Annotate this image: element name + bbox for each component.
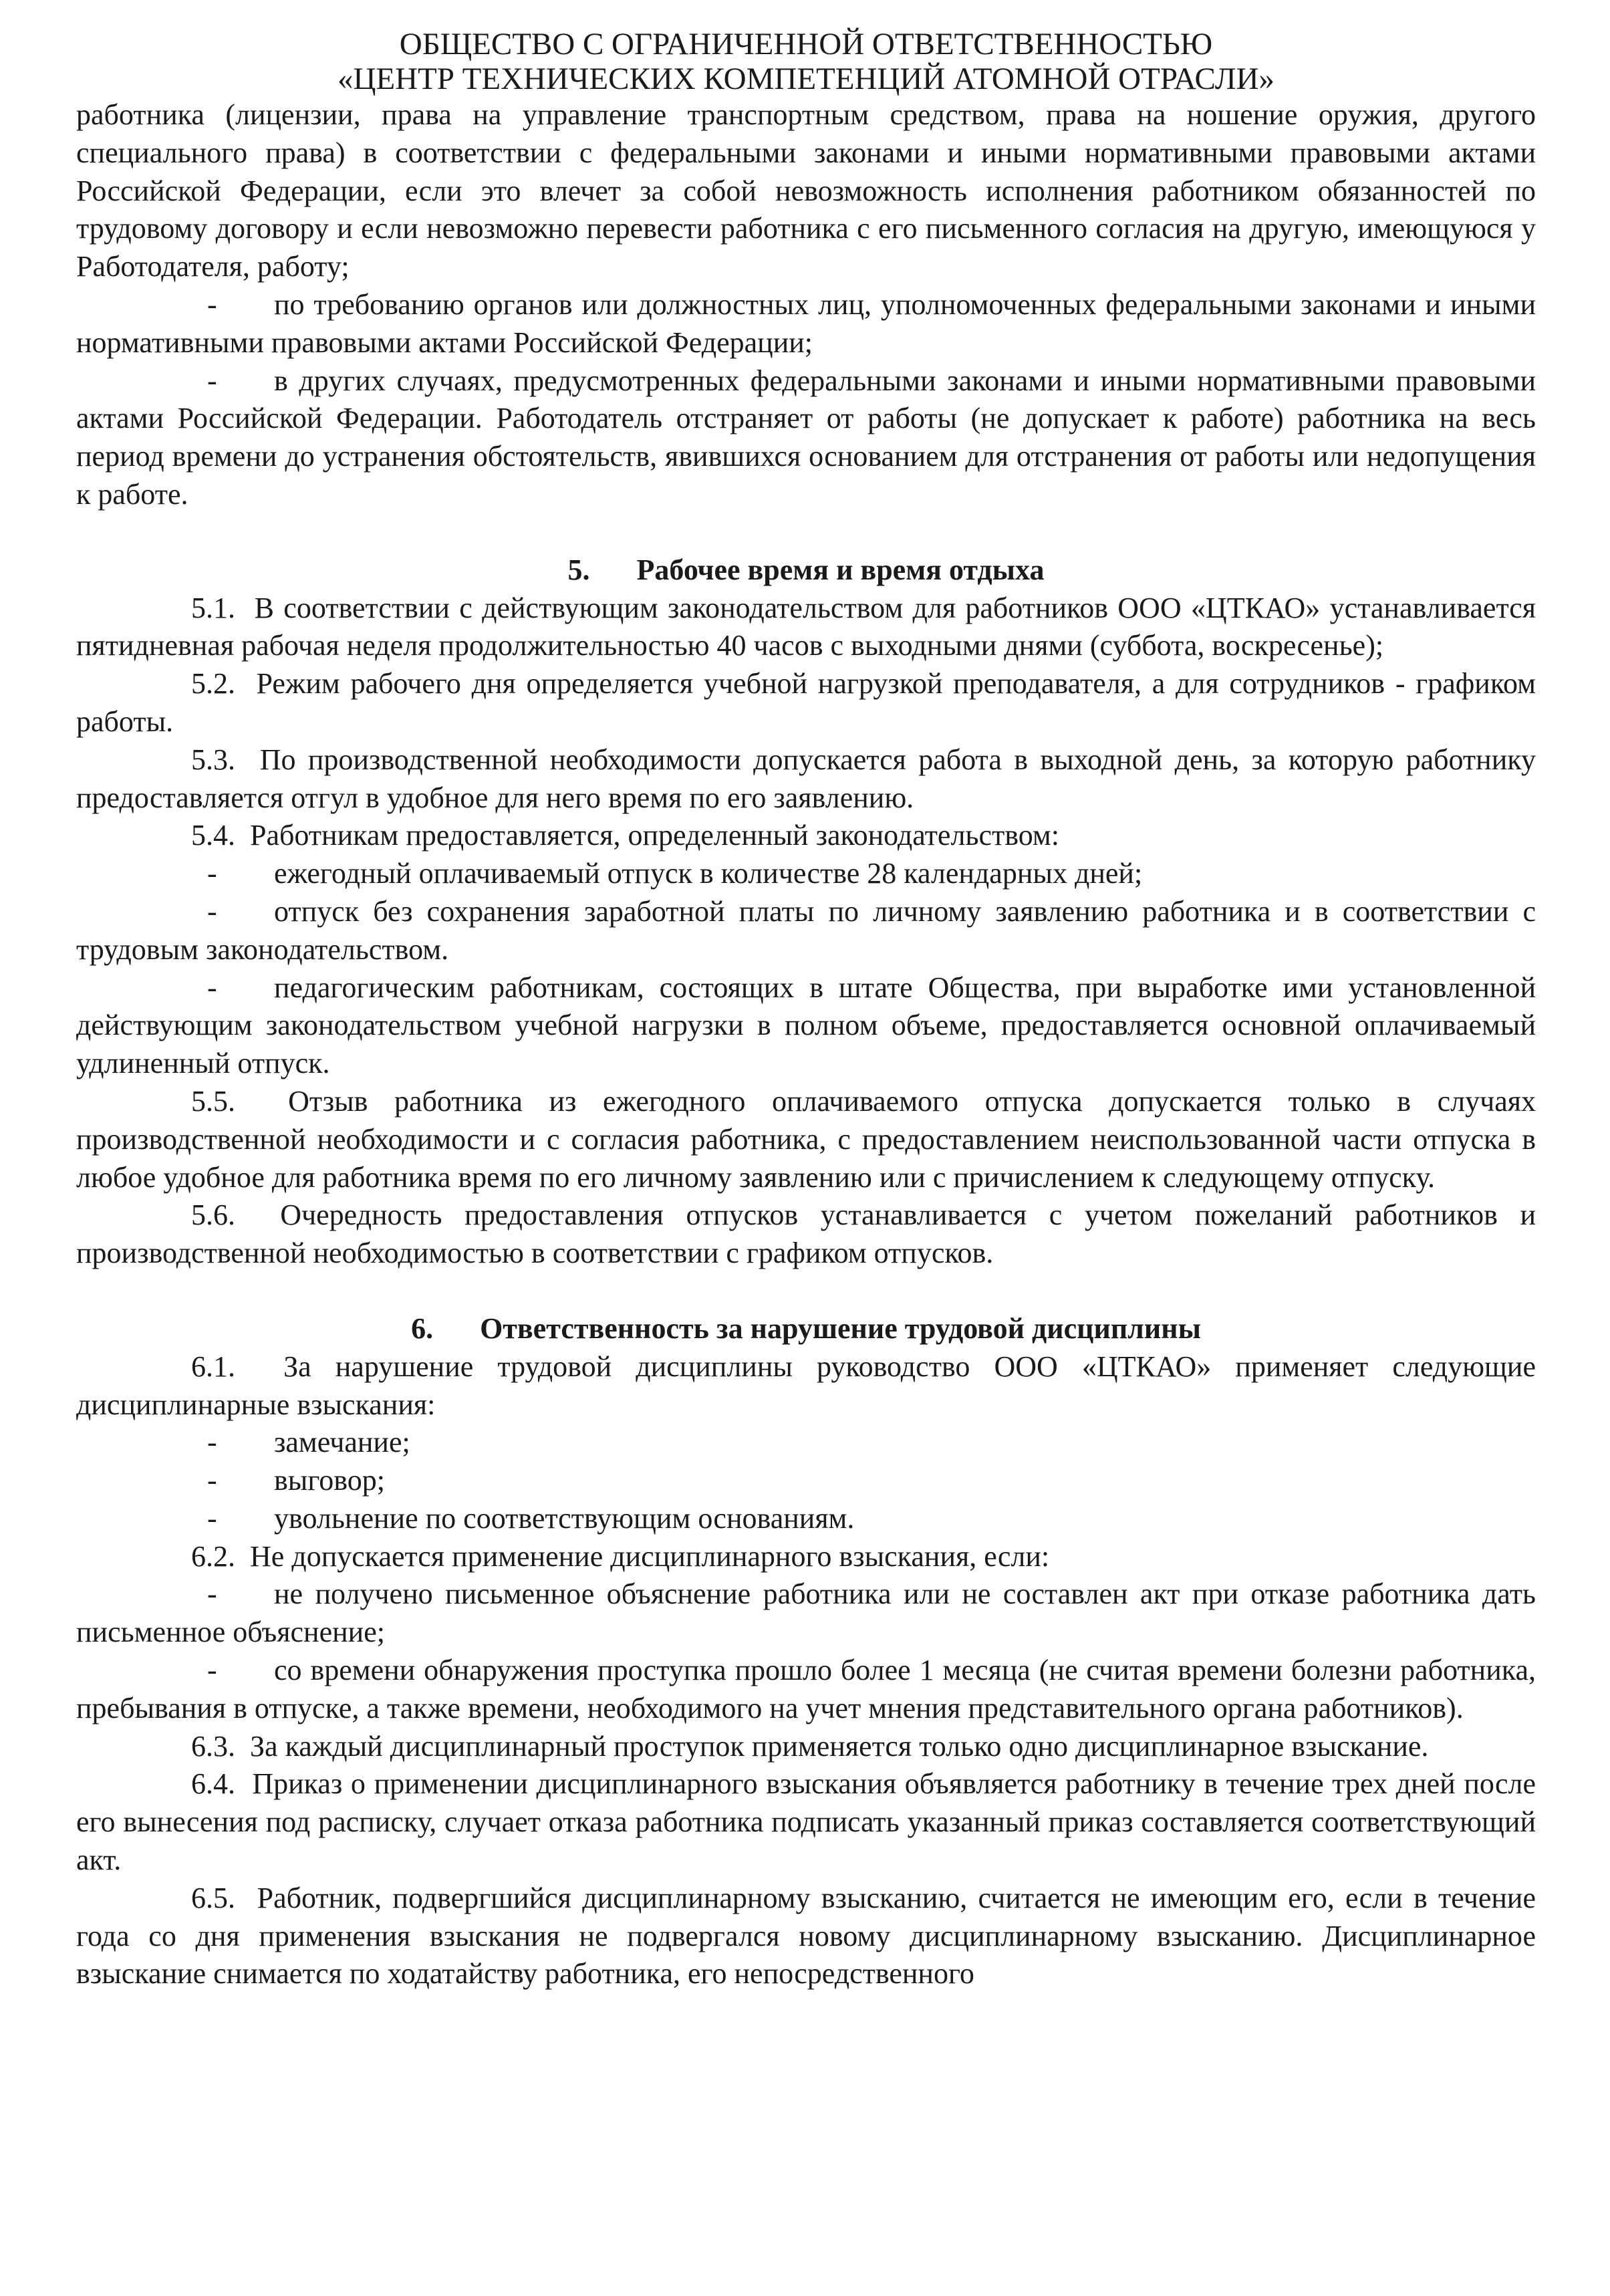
clause-6-5 bbox=[76, 1880, 1536, 1993]
list-item bbox=[76, 1575, 1536, 1652]
clause-number: 5.2. bbox=[191, 667, 235, 700]
clause-number: 5.6. bbox=[191, 1198, 235, 1232]
clause-text: Работник, подвергшийся дисциплинарному взысканию, считается не имеющим его, если в течение года со дня применения взыскания не подвергался новому дисциплинарному взысканию. Дисциплинарное взыскание снимается по ходатайству работника, его непосредственного bbox=[76, 1881, 1536, 1991]
section-5-title bbox=[76, 551, 1536, 590]
list-item bbox=[76, 1500, 1536, 1538]
list-item bbox=[76, 969, 1536, 1083]
list-item bbox=[76, 286, 1536, 362]
list-item-text: по требованию органов или должностных лиц, уполномоченных федеральными законами и иными нормативными правовыми актами Российской Федерации; bbox=[76, 287, 1536, 359]
dash-bullet: - bbox=[207, 1426, 217, 1459]
list-item-text: отпуск без сохранения заработной платы по личному заявлению работника и в соответствии с трудовым законодательством. bbox=[76, 894, 1536, 966]
clause-6-1 bbox=[76, 1348, 1536, 1424]
clause-5-3 bbox=[76, 741, 1536, 817]
section-title-text: Рабочее время и время отдыха bbox=[636, 553, 1045, 586]
dash-bullet: - bbox=[207, 364, 217, 397]
list-item bbox=[76, 1652, 1536, 1728]
list-item-text: не получено письменное объяснение работника или не составлен акт при отказе работника дать письменное объяснение; bbox=[76, 1577, 1536, 1649]
org-header-line-1: ОБЩЕСТВО С ОГРАНИЧЕННОЙ ОТВЕТСТВЕННОСТЬЮ bbox=[399, 27, 1213, 61]
list-item bbox=[76, 855, 1536, 893]
clause-5-4 bbox=[76, 817, 1536, 855]
section-number: 6. bbox=[411, 1311, 434, 1345]
list-item bbox=[76, 362, 1536, 514]
continuation-paragraph: работника (лицензии, права на управление транспортным средством, права на ношение оружия, другого специального права) в соответствии с федеральными законами и иными нормативными правовыми актами Российской Федерации, если это влечет за собой невозможность исполнения работником обязанностей по трудовому договору и если невозможно перевести работника с его письменного согласия на другую, имеющуюся у Работодателя, работу; bbox=[76, 98, 1536, 283]
clause-6-4 bbox=[76, 1765, 1536, 1879]
clause-5-5 bbox=[76, 1083, 1536, 1196]
document-page bbox=[76, 27, 1536, 1993]
clause-number: 6.5. bbox=[191, 1881, 235, 1914]
list-item-text: со времени обнаружения проступка прошло более 1 месяца (не считая времени болезни работника, пребывания в отпуске, а также времени, необходимого на учет мнения представительного органа работников). bbox=[76, 1654, 1536, 1725]
dash-bullet: - bbox=[207, 971, 217, 1004]
clause-6-3 bbox=[76, 1728, 1536, 1766]
dash-bullet: - bbox=[207, 1577, 217, 1611]
clause-text: Не допускается применение дисциплинарного взыскания, если: bbox=[250, 1539, 1050, 1573]
org-header-line-2: «ЦЕНТР ТЕХНИЧЕСКИХ КОМПЕТЕНЦИЙ АТОМНОЙ ОТРАСЛИ» bbox=[337, 61, 1275, 96]
clause-text: По производственной необходимости допускается работа в выходной день, за которую работнику предоставляется отгул в удобное для него время по его заявлению. bbox=[76, 743, 1536, 814]
clause-number: 5.4. bbox=[191, 819, 235, 852]
list-item-text: педагогическим работникам, состоящих в штате Общества, при выработке ими установленной действующим законодательством учебной нагрузки в полном объеме, предоставляется основной оплачиваемый удлиненный отпуск. bbox=[76, 971, 1536, 1080]
list-item-text: ежегодный оплачиваемый отпуск в количестве 28 календарных дней; bbox=[274, 857, 1143, 890]
clause-number: 6.2. bbox=[191, 1539, 235, 1573]
clause-text: За нарушение трудовой дисциплины руководство ООО «ЦТКАО» применяет следующие дисциплинарные взыскания: bbox=[76, 1350, 1536, 1421]
dash-bullet: - bbox=[207, 894, 217, 928]
clause-text: Режим рабочего дня определяется учебной нагрузкой преподавателя, а для сотрудников - графиком работы. bbox=[76, 667, 1536, 738]
clause-number: 5.3. bbox=[191, 743, 235, 776]
dash-bullet: - bbox=[207, 1464, 217, 1497]
dash-bullet: - bbox=[207, 1501, 217, 1535]
clause-number: 6.3. bbox=[191, 1729, 235, 1763]
clause-text: Отзыв работника из ежегодного оплачиваемого отпуска допускается только в случаях производственной необходимости и с согласия работника, с предоставлением неиспользованной части отпуска в любое удобное для работника время по его личному заявлению или с причислением к следующему отпуску. bbox=[76, 1084, 1536, 1194]
list-item-text: замечание; bbox=[274, 1426, 410, 1459]
clause-number: 6.1. bbox=[191, 1350, 235, 1383]
section-6-title bbox=[76, 1310, 1536, 1348]
clause-5-6 bbox=[76, 1196, 1536, 1273]
clause-number: 5.1. bbox=[191, 591, 235, 624]
clause-text: Приказ о применении дисциплинарного взыскания объявляется работнику в течение трех дней после его вынесения под расписку, случает отказа работника подписать указанный приказ составляется соответствующий акт. bbox=[76, 1767, 1536, 1877]
clause-6-2 bbox=[76, 1538, 1536, 1576]
list-item-text: выговор; bbox=[274, 1464, 385, 1497]
section-number: 5. bbox=[567, 553, 590, 586]
dash-bullet: - bbox=[207, 1654, 217, 1687]
clause-5-1 bbox=[76, 590, 1536, 666]
clause-number: 6.4. bbox=[191, 1767, 235, 1801]
clause-5-2 bbox=[76, 665, 1536, 741]
dash-bullet: - bbox=[207, 857, 217, 890]
clause-text: За каждый дисциплинарный проступок применяется только одно дисциплинарное взыскание. bbox=[250, 1729, 1429, 1763]
list-item bbox=[76, 893, 1536, 969]
list-item-text: в других случаях, предусмотренных федеральными законами и иными нормативными правовыми актами Российской Федерации. Работодатель отстраняет от работы (не допускает к работе) работника на весь период времени до устранения обстоятельств, явившихся основанием для отстранения от работы или недопущения к работе. bbox=[76, 364, 1536, 511]
list-item-text: увольнение по соответствующим основаниям. bbox=[274, 1501, 855, 1535]
list-item bbox=[76, 1424, 1536, 1462]
list-item bbox=[76, 1462, 1536, 1500]
dash-bullet: - bbox=[207, 287, 217, 321]
clause-number: 5.5. bbox=[191, 1084, 235, 1118]
organization-header bbox=[76, 27, 1536, 96]
clause-text: В соответствии с действующим законодательством для работников ООО «ЦТКАО» устанавливается пятидневная рабочая неделя продолжительностью 40 часов с выходными днями (суббота, воскресенье); bbox=[76, 591, 1536, 662]
section-title-text: Ответственность за нарушение трудовой дисциплины bbox=[480, 1311, 1201, 1345]
clause-text: Очередность предоставления отпусков устанавливается с учетом пожеланий работников и производственной необходимостью в соответствии с графиком отпусков. bbox=[76, 1198, 1536, 1270]
clause-text: Работникам предоставляется, определенный законодательством: bbox=[250, 819, 1059, 852]
